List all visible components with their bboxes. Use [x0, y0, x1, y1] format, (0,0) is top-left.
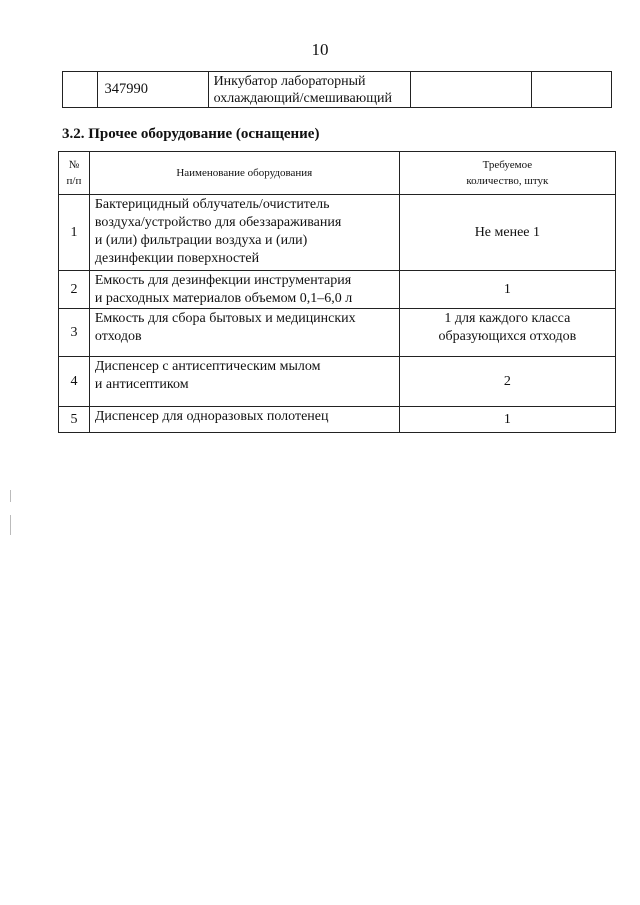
row-name-line: Диспенсер с антисептическим мылом: [94, 359, 321, 374]
equipment-name-line: охлаждающий/смешивающий: [213, 90, 392, 106]
header-quantity: [399, 152, 615, 195]
empty-cell: [532, 72, 612, 108]
row-number: 3: [59, 309, 90, 357]
row-quantity-line: Не менее 1: [474, 224, 541, 240]
header-number-line: №: [68, 159, 80, 171]
row-name-line: и расходных материалов объемом 0,1–6,0 л: [94, 291, 353, 306]
row-name-line: дезинфекции поверхностей: [94, 251, 260, 266]
row-quantity: [399, 357, 615, 407]
row-quantity-line: 1: [503, 411, 511, 427]
row-name-line: воздуха/устройство для обеззараживания: [94, 215, 342, 230]
row-name: [89, 407, 399, 433]
row-number: 2: [59, 271, 90, 309]
row-name-line: и (или) фильтрации воздуха и (или): [94, 233, 308, 248]
table-row: [59, 271, 616, 309]
equipment-table: [58, 151, 616, 433]
scan-margin-mark: [10, 515, 11, 535]
header-quantity-line: Требуемое: [482, 159, 533, 171]
scan-margin-mark: [10, 490, 11, 502]
row-name-line: и антисептиком: [94, 377, 189, 392]
row-quantity: [399, 195, 615, 271]
header-quantity-line: количество, штук: [466, 175, 549, 187]
section-heading: 3.2. Прочее оборудование (оснащение): [62, 126, 320, 142]
row-name-line: Диспенсер для одноразовых полотенец: [94, 409, 329, 424]
table-header-row: [59, 152, 616, 195]
row-name: [89, 357, 399, 407]
row-name-line: отходов: [94, 329, 142, 344]
header-number: [59, 152, 90, 195]
row-name-line: Емкость для сбора бытовых и медицинских: [94, 311, 356, 326]
row-number: 1: [59, 195, 90, 271]
row-quantity: [399, 407, 615, 433]
row-name: [89, 195, 399, 271]
row-quantity-line: 1 для каждого класса: [444, 311, 571, 326]
row-number: 5: [59, 407, 90, 433]
table-row: [59, 195, 616, 271]
continuation-table: [62, 71, 612, 108]
row-name-line: Емкость для дезинфекции инструментария: [94, 273, 352, 288]
header-number-line: п/п: [66, 175, 82, 187]
row-name-line: Бактерицидный облучатель/очиститель: [94, 197, 330, 212]
table-row: [59, 357, 616, 407]
page-number: 10: [311, 40, 329, 59]
row-name: [89, 309, 399, 357]
table-row: [59, 309, 616, 357]
empty-cell: [410, 72, 531, 108]
row-quantity-line: 1: [503, 281, 511, 297]
row-number: 4: [59, 357, 90, 407]
row-quantity-line: 2: [503, 373, 511, 389]
row-quantity: [399, 309, 615, 357]
equipment-name-line: Инкубатор лабораторный: [213, 73, 366, 89]
empty-cell: [63, 72, 98, 108]
row-quantity: [399, 271, 615, 309]
table-row: [59, 407, 616, 433]
equipment-code: 347990: [98, 72, 208, 108]
header-name: Наименование оборудования: [89, 152, 399, 195]
row-name: [89, 271, 399, 309]
row-quantity-line: образующихся отходов: [438, 329, 577, 344]
equipment-name: [208, 72, 410, 108]
table-row: [63, 72, 612, 108]
